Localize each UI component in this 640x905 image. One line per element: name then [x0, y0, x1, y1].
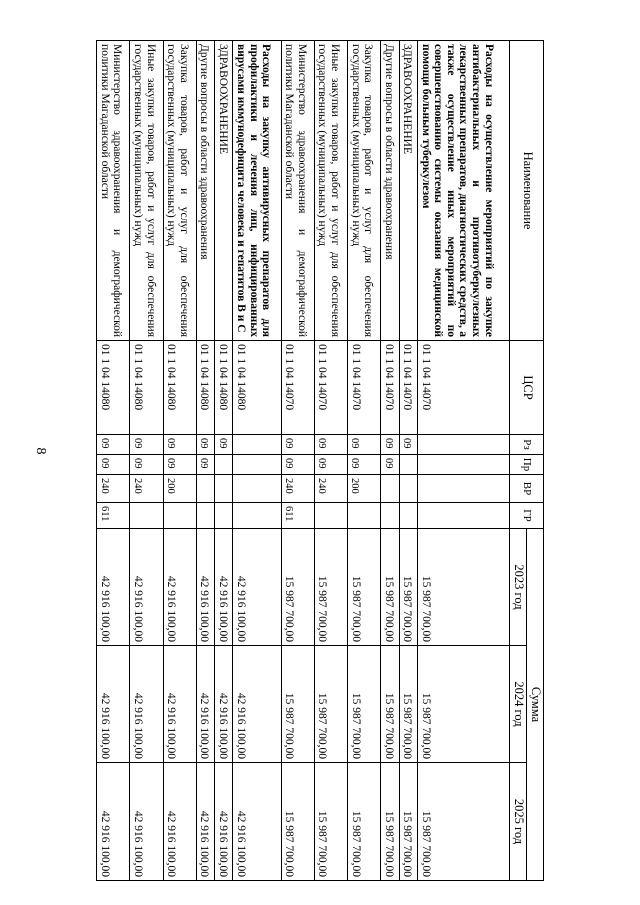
row-vr	[215, 475, 233, 503]
row-sum-2023: 15 987 700,00	[381, 529, 399, 646]
table-row	[233, 41, 281, 881]
row-gr	[381, 503, 399, 529]
row-rz: 09	[347, 435, 380, 455]
row-sum-2025: 42 916 100,00	[130, 763, 163, 881]
table-row	[130, 41, 163, 881]
row-csr: 01 1 04 14080	[196, 341, 214, 435]
header-pr: Пр	[510, 455, 544, 475]
row-sum-2024: 15 987 700,00	[399, 646, 417, 763]
row-csr: 01 1 04 14070	[314, 341, 347, 435]
row-gr	[233, 503, 281, 529]
row-vr	[233, 475, 281, 503]
row-pr	[399, 455, 417, 475]
row-gr	[163, 503, 196, 529]
row-vr: 240	[130, 475, 163, 503]
header-csr: ЦСР	[510, 341, 544, 435]
page-number: 8	[33, 447, 48, 455]
row-vr	[381, 475, 399, 503]
table-row	[215, 41, 233, 881]
row-name: Иные закупки товаров, работ и услуг для обеспечения государственных (муниципальных) нужд	[130, 41, 163, 341]
row-csr: 01 1 04 14070	[347, 341, 380, 435]
row-csr: 01 1 04 14080	[163, 341, 196, 435]
table-row	[163, 41, 196, 881]
row-sum-2025: 42 916 100,00	[233, 763, 281, 881]
row-gr	[347, 503, 380, 529]
row-sum-2024: 15 987 700,00	[314, 646, 347, 763]
row-sum-2023: 42 916 100,00	[130, 529, 163, 646]
row-rz	[233, 435, 281, 455]
row-sum-2025: 15 987 700,00	[417, 763, 510, 881]
row-sum-2025: 15 987 700,00	[281, 763, 314, 881]
table-row	[281, 41, 314, 881]
table-row	[347, 41, 380, 881]
row-rz: 09	[163, 435, 196, 455]
row-sum-2024: 42 916 100,00	[215, 646, 233, 763]
row-sum-2025: 42 916 100,00	[196, 763, 214, 881]
header-gr: ГР	[510, 503, 544, 529]
table-row	[196, 41, 214, 881]
row-name: Другие вопросы в области здравоохранения	[196, 41, 214, 341]
row-name: Иные закупки товаров, работ и услуг для обеспечения государственных (муниципальных) нужд	[314, 41, 347, 341]
row-sum-2024: 42 916 100,00	[233, 646, 281, 763]
row-csr: 01 1 04 14070	[381, 341, 399, 435]
row-gr	[314, 503, 347, 529]
row-vr: 200	[163, 475, 196, 503]
header-name: Наименование	[510, 41, 544, 341]
row-rz: 09	[399, 435, 417, 455]
row-sum-2025: 42 916 100,00	[215, 763, 233, 881]
row-name: Закупка товаров, работ и услуг для обеспечения государственных (муниципальных) нужд	[347, 41, 380, 341]
table-row	[97, 41, 130, 881]
row-sum-2023: 15 987 700,00	[417, 529, 510, 646]
row-sum-2024: 42 916 100,00	[97, 646, 130, 763]
row-gr: 611	[281, 503, 314, 529]
row-vr	[399, 475, 417, 503]
row-vr	[196, 475, 214, 503]
row-name: Расходы на осуществление мероприятий по закупке антибактериальных и противотуберкулезных лекарственных препаратов, диагностических средств, а также осуществление иных мероприятий по совершенствованию системы оказания медицинской помощи больным туберкулезом	[417, 41, 510, 341]
row-pr: 09	[163, 455, 196, 475]
row-gr	[417, 503, 510, 529]
row-sum-2023: 15 987 700,00	[281, 529, 314, 646]
row-rz: 09	[196, 435, 214, 455]
row-pr	[417, 455, 510, 475]
row-sum-2023: 42 916 100,00	[196, 529, 214, 646]
row-vr: 200	[347, 475, 380, 503]
row-rz: 09	[130, 435, 163, 455]
row-sum-2023: 42 916 100,00	[233, 529, 281, 646]
table-header	[510, 41, 544, 881]
row-sum-2023: 15 987 700,00	[314, 529, 347, 646]
row-sum-2025: 42 916 100,00	[163, 763, 196, 881]
row-sum-2025: 15 987 700,00	[381, 763, 399, 881]
row-name: Другие вопросы в области здравоохранения	[381, 41, 399, 341]
row-sum-2023: 42 916 100,00	[163, 529, 196, 646]
row-pr: 09	[196, 455, 214, 475]
row-csr: 01 1 04 14080	[130, 341, 163, 435]
row-rz: 09	[281, 435, 314, 455]
row-sum-2024: 42 916 100,00	[196, 646, 214, 763]
row-name: Министерство здравоохранения и демографической политики Магаданской области	[281, 41, 314, 341]
table-row	[314, 41, 347, 881]
table-body	[97, 41, 511, 881]
row-pr: 09	[381, 455, 399, 475]
row-sum-2025: 15 987 700,00	[399, 763, 417, 881]
row-csr: 01 1 04 14080	[215, 341, 233, 435]
row-sum-2023: 15 987 700,00	[347, 529, 380, 646]
row-sum-2024: 15 987 700,00	[347, 646, 380, 763]
row-sum-2025: 15 987 700,00	[314, 763, 347, 881]
table-row	[399, 41, 417, 881]
header-rz: Рз	[510, 435, 544, 455]
row-pr: 09	[281, 455, 314, 475]
row-name: Закупка товаров, работ и услуг для обеспечения государственных (муниципальных) нужд	[163, 41, 196, 341]
row-gr	[399, 503, 417, 529]
row-vr: 240	[281, 475, 314, 503]
row-csr: 01 1 04 14070	[281, 341, 314, 435]
header-vr: ВР	[510, 475, 544, 503]
rotated-page	[96, 40, 544, 880]
row-csr: 01 1 04 14080	[97, 341, 130, 435]
row-sum-2024: 42 916 100,00	[163, 646, 196, 763]
row-sum-2025: 42 916 100,00	[97, 763, 130, 881]
row-rz: 09	[215, 435, 233, 455]
header-year-2023: 2023 год	[510, 529, 527, 646]
row-gr	[130, 503, 163, 529]
row-gr	[215, 503, 233, 529]
budget-table	[96, 40, 544, 881]
header-sum: Сумма	[527, 529, 544, 881]
row-sum-2024: 15 987 700,00	[417, 646, 510, 763]
row-vr	[417, 475, 510, 503]
row-rz: 09	[381, 435, 399, 455]
row-pr: 09	[97, 455, 130, 475]
row-sum-2025: 15 987 700,00	[347, 763, 380, 881]
row-sum-2024: 15 987 700,00	[381, 646, 399, 763]
row-pr	[215, 455, 233, 475]
row-rz: 09	[314, 435, 347, 455]
row-pr	[233, 455, 281, 475]
row-gr	[196, 503, 214, 529]
row-csr: 01 1 04 14070	[417, 341, 510, 435]
row-pr: 09	[130, 455, 163, 475]
table-row	[381, 41, 399, 881]
row-sum-2023: 15 987 700,00	[399, 529, 417, 646]
row-csr: 01 1 04 14080	[233, 341, 281, 435]
row-pr: 09	[314, 455, 347, 475]
row-name: Министерство здравоохранения и демографической политики Магаданской области	[97, 41, 130, 341]
row-vr: 240	[97, 475, 130, 503]
table-row	[417, 41, 510, 881]
row-pr: 09	[347, 455, 380, 475]
row-name: Расходы на закупку антивирусных препаратов для профилактики и лечения лиц, инфицированных вирусами иммунодефицита человека и гепатитов B и C	[233, 41, 281, 341]
row-gr: 611	[97, 503, 130, 529]
row-sum-2023: 42 916 100,00	[97, 529, 130, 646]
row-sum-2024: 15 987 700,00	[281, 646, 314, 763]
row-sum-2024: 42 916 100,00	[130, 646, 163, 763]
row-name: ЗДРАВООХРАНЕНИЕ	[215, 41, 233, 341]
row-rz: 09	[97, 435, 130, 455]
header-year-2025: 2025 год	[510, 763, 527, 881]
row-sum-2023: 42 916 100,00	[215, 529, 233, 646]
row-rz	[417, 435, 510, 455]
row-name: ЗДРАВООХРАНЕНИЕ	[399, 41, 417, 341]
header-year-2024: 2024 год	[510, 646, 527, 763]
row-vr: 240	[314, 475, 347, 503]
row-csr: 01 1 04 14070	[399, 341, 417, 435]
